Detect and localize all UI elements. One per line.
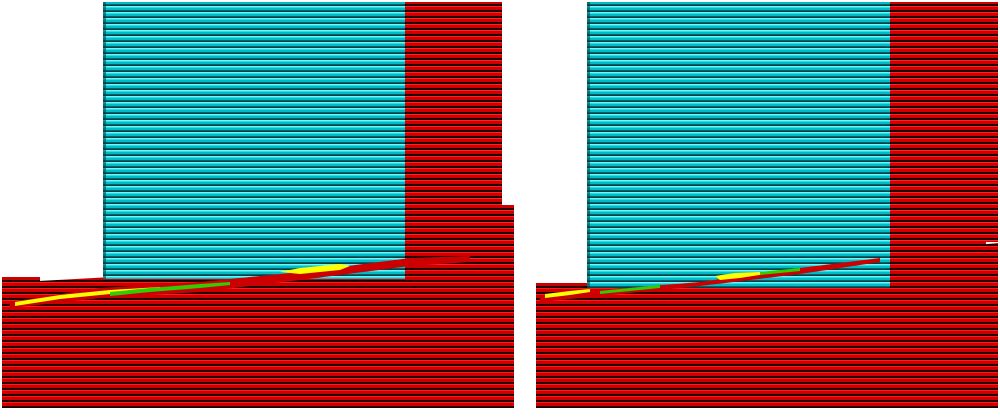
right-red-tower-step <box>980 2 998 242</box>
left-cyan-block <box>103 2 405 279</box>
right-cyan-block <box>587 2 890 288</box>
left-red-tower-step <box>496 205 514 265</box>
left-cyan-edge <box>103 2 106 279</box>
right-base-red-layers <box>536 283 998 408</box>
right-cyan-edge <box>587 2 590 288</box>
panel-separator <box>514 0 536 419</box>
right-bottom-white <box>536 408 1000 419</box>
right-render <box>536 2 1000 419</box>
left-stub-red <box>2 277 40 297</box>
right-red-tower <box>888 2 986 256</box>
left-render <box>0 2 516 419</box>
left-base-red-layers <box>2 283 514 408</box>
left-bottom-white <box>0 408 516 419</box>
left-red-tower <box>404 2 502 266</box>
